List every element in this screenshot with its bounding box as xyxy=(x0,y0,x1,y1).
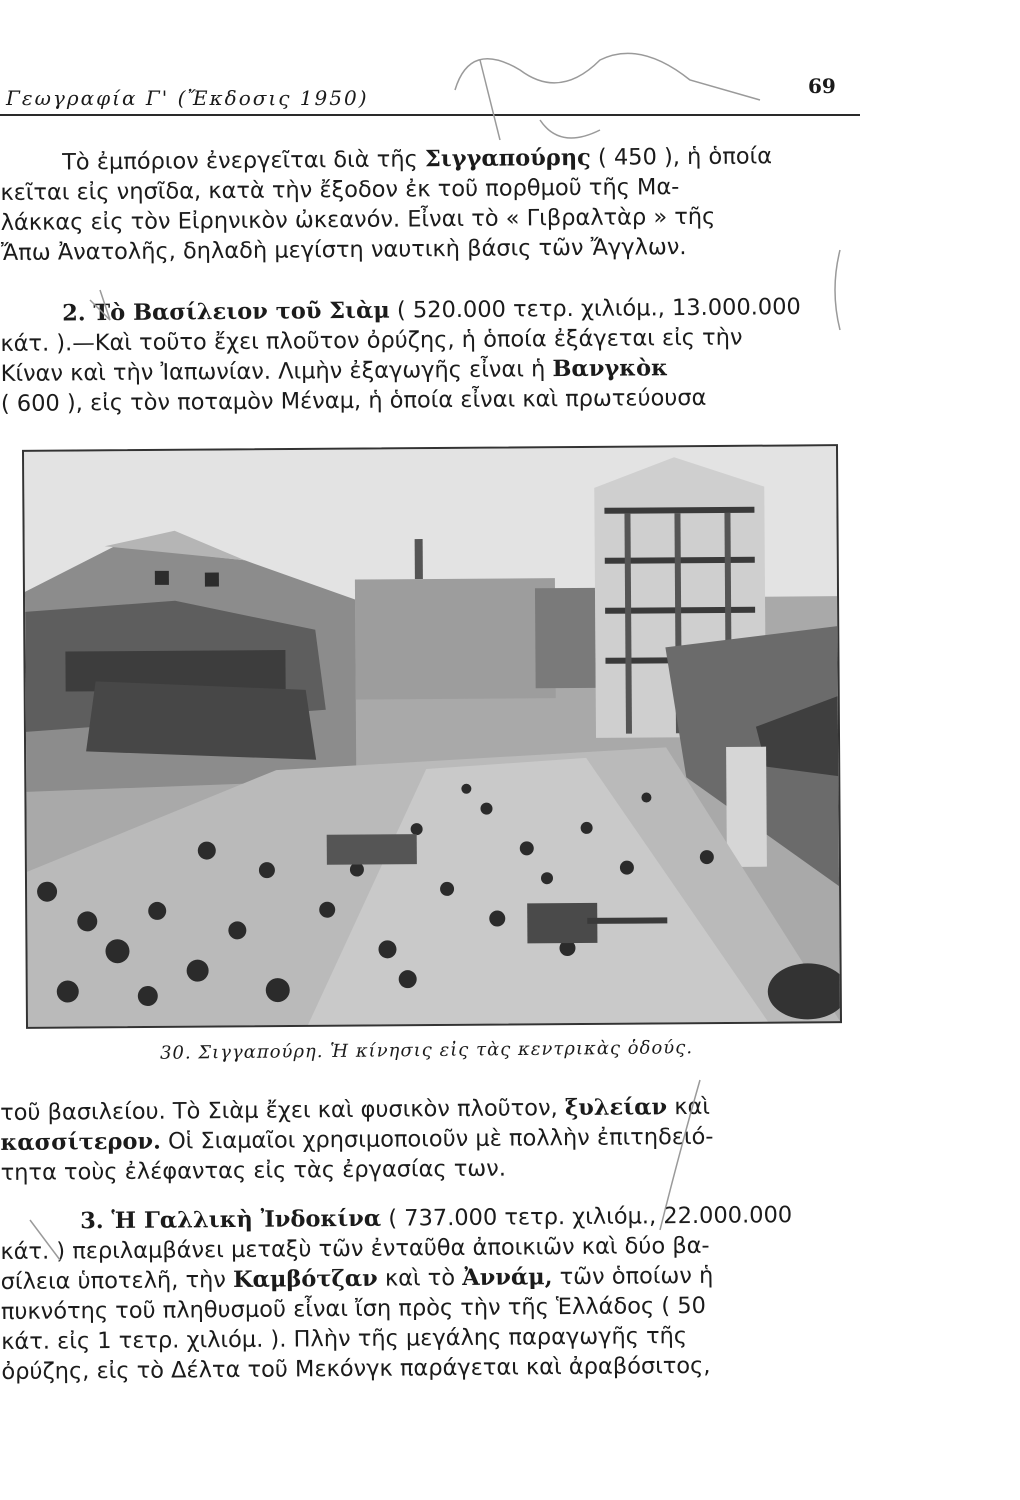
bold-term: Σιγγαπούρης xyxy=(424,144,591,173)
text-line: ὀρύζης, εἰς τὸ Δέλτα τοῦ Μεκόνγκ παράγεται καὶ ἀραβόσιτος, xyxy=(1,1352,711,1385)
text-line: κεῖται εἰς νησῖδα, κατὰ τὴν ἔξοδον ἐκ τοῦ πορθμοῦ τῆς Μα- xyxy=(0,174,680,206)
text-line: κασσίτερον. Οἱ Σιαμαῖοι χρησιμοποιοῦν μὲ πολλὴν ἐπιτηδειό- xyxy=(0,1123,714,1156)
text-line: Τὸ ἐμπόριον ἐνεργεῖται διὰ τῆς Σιγγαπούρης ( 450 ), ἡ ὁποία xyxy=(62,143,773,176)
page-number: 69 xyxy=(808,74,836,98)
photo-caption: 30. Σιγγαπούρη. Ἡ κίνησις εἰς τὰς κεντρικὰς ὁδούς. xyxy=(159,1037,694,1064)
section-heading: 3. Ἡ Γαλλικὴ Ἰνδοκίνα xyxy=(80,1205,382,1235)
bold-term: Ἀννάμ, xyxy=(462,1264,553,1291)
paragraph-siam-continued xyxy=(0,1091,851,1188)
text-line: λάκκας εἰς τὸν Εἰρηνικὸν ὠκεανόν. Εἶναι τὸ « Γιβραλτὰρ » τῆς xyxy=(0,203,716,236)
bold-term: ξυλείαν xyxy=(564,1094,668,1122)
text-line: 2. Τὸ Βασίλειον τοῦ Σιὰμ ( 520.000 τετρ. χιλιόμ., 13.000.000 xyxy=(62,294,801,327)
paragraph-siam xyxy=(0,292,851,419)
text-line: πυκνότης τοῦ πληθυσμοῦ εἶναι ἴση πρὸς τὴν τῆς Ἑλλάδος ( 50 xyxy=(0,1292,707,1325)
text-line: κάτ. ).—Καὶ τοῦτο ἔχει πλοῦτον ὀρύζης, ἡ ὁποία ἐξάγεται εἰς τὴν xyxy=(0,324,743,357)
text-line: τητα τοὺς ἐλέφαντας εἰς τὰς ἐργασίας των. xyxy=(0,1155,507,1186)
paragraph-indochina xyxy=(0,1200,852,1387)
street-photograph xyxy=(22,444,842,1029)
section-heading: 2. Τὸ Βασίλειον τοῦ Σιὰμ xyxy=(62,297,390,327)
bold-term: Βανγκὸκ xyxy=(552,355,669,383)
text-line: τοῦ βασιλείου. Τὸ Σιὰμ ἔχει καὶ φυσικὸν πλοῦτον, ξυλείαν καὶ xyxy=(0,1093,711,1126)
text-line: κάτ. εἰς 1 τετρ. χιλιόμ. ). Πλὴν τῆς μεγάλης παραγωγῆς τῆς xyxy=(1,1323,688,1355)
text-line: Κίναν καὶ τὴν Ἰαπωνίαν. Λιμὴν ἐξαγωγῆς εἶναι ἡ Βανγκὸκ xyxy=(0,355,669,387)
text-line: σίλεια ὑποτελῆ, τὴν Καμβότζαν καὶ τὸ Ἀννάμ, τῶν ὁποίων ἡ xyxy=(0,1262,714,1295)
text-line: Ἄπω Ἀνατολῆς, δηλαδὴ μεγίστη ναυτικὴ βάσις τῶν Ἄγγλων. xyxy=(0,234,687,266)
text-line: ( 600 ), εἰς τὸν ποταμὸν Μέναμ, ἡ ὁποία εἶναι καὶ πρωτεύουσα xyxy=(0,384,707,417)
header-rule xyxy=(0,114,860,116)
bold-term: Καμβότζαν xyxy=(232,1265,378,1293)
running-title: Γεωγραφία Γ' (Ἔκδοσις 1950) xyxy=(6,86,369,110)
text-line: κάτ. ) περιλαμβάνει μεταξὺ τῶν ἐνταῦθα ἀποικιῶν καὶ δύο βα- xyxy=(0,1232,710,1265)
paragraph-singapore xyxy=(0,141,851,268)
bold-term: κασσίτερον. xyxy=(0,1128,161,1156)
text-line: 3. Ἡ Γαλλικὴ Ἰνδοκίνα ( 737.000 τετρ. χιλιόμ., 22.000.000 xyxy=(80,1202,793,1235)
